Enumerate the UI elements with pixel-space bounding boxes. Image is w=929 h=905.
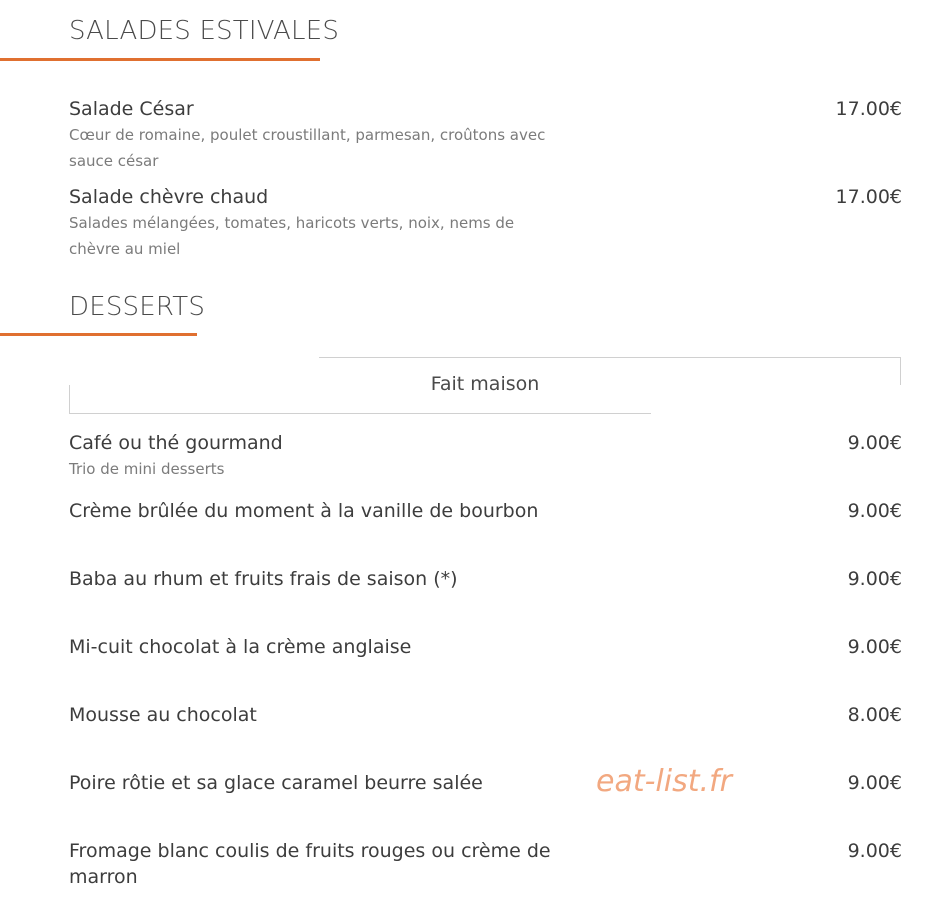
menu-item-salade-cesar bbox=[69, 96, 902, 174]
item-price: 9.00€ bbox=[847, 500, 902, 522]
section-underline-salads bbox=[0, 58, 320, 61]
menu-item-salade-chevre bbox=[69, 184, 902, 262]
item-description: Trio de mini desserts bbox=[69, 460, 225, 478]
item-description: Cœur de romaine, poulet croustillant, parmesan, croûtons avec sauce césar bbox=[69, 126, 546, 170]
item-name: Mousse au chocolat bbox=[69, 704, 257, 726]
item-name: Salade chèvre chaud bbox=[69, 186, 269, 208]
item-price: 9.00€ bbox=[847, 840, 902, 862]
banner-border-bottom bbox=[69, 413, 651, 414]
menu-item-poire-rotie bbox=[69, 770, 902, 796]
item-price: 9.00€ bbox=[847, 432, 902, 454]
item-price: 8.00€ bbox=[847, 704, 902, 726]
menu-item-mi-cuit bbox=[69, 634, 902, 660]
menu-item-fromage-blanc bbox=[69, 838, 902, 890]
section-underline-desserts bbox=[0, 333, 197, 336]
item-price: 17.00€ bbox=[835, 186, 902, 208]
item-description: Salades mélangées, tomates, haricots verts, noix, nems de chèvre au miel bbox=[69, 214, 515, 258]
section-title-desserts: DESSERTS bbox=[69, 292, 206, 322]
banner-border-top bbox=[319, 357, 901, 358]
menu-item-mousse bbox=[69, 702, 902, 728]
item-name: Salade César bbox=[69, 98, 194, 120]
item-name: Fromage blanc coulis de fruits rouges ou crème de marron bbox=[69, 840, 551, 888]
item-price: 9.00€ bbox=[847, 772, 902, 794]
item-price: 17.00€ bbox=[835, 98, 902, 120]
item-price: 9.00€ bbox=[847, 568, 902, 590]
section-title-salads: SALADES ESTIVALES bbox=[69, 16, 340, 46]
watermark: eat-list.fr bbox=[596, 764, 732, 799]
menu-item-baba-au-rhum bbox=[69, 566, 902, 592]
fait-maison-banner bbox=[69, 357, 901, 413]
menu-item-creme-brulee bbox=[69, 498, 902, 524]
fait-maison-label: Fait maison bbox=[430, 373, 540, 395]
item-name: Mi-cuit chocolat à la crème anglaise bbox=[69, 636, 412, 658]
menu-item-cafe-gourmand bbox=[69, 430, 902, 482]
item-price: 9.00€ bbox=[847, 636, 902, 658]
item-name: Crème brûlée du moment à la vanille de bourbon bbox=[69, 500, 539, 522]
item-name: Poire rôtie et sa glace caramel beurre salée bbox=[69, 772, 483, 794]
item-name: Café ou thé gourmand bbox=[69, 432, 283, 454]
item-name: Baba au rhum et fruits frais de saison (*) bbox=[69, 568, 458, 590]
